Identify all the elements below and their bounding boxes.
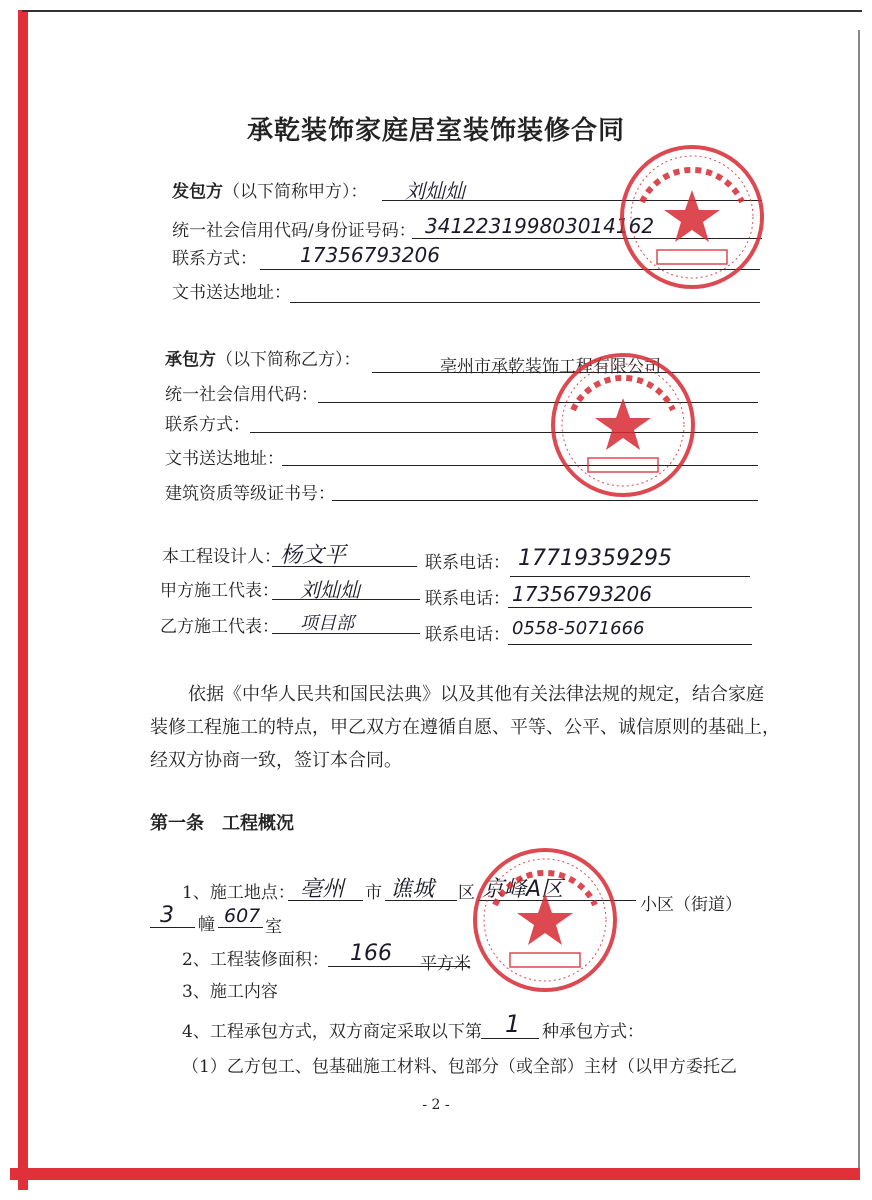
designer-phone-label: 联系电话：	[425, 553, 510, 573]
item-1-label: 1、施工地点：	[182, 883, 295, 903]
preamble-line-3: 经双方协商一致，签订本合同。	[150, 750, 402, 771]
designer-phone-line	[510, 576, 750, 577]
party-b-code-label: 统一社会信用代码：	[165, 385, 318, 405]
party-b-cert-label: 建筑资质等级证书号：	[165, 484, 335, 504]
b-rep-phone-handwritten: 0558-5071666	[512, 618, 645, 639]
city-handwritten: 亳州	[300, 877, 345, 902]
party-a-id-label: 统一社会信用代码/身份证号码：	[172, 221, 416, 241]
building-suffix: 幢	[198, 915, 215, 935]
contract-seal-1	[617, 142, 767, 292]
item-2-label: 2、工程装修面积：	[182, 950, 329, 970]
area-handwritten: 166	[350, 941, 392, 966]
city-suffix: 市	[365, 883, 382, 903]
item-4-suffix: 种承包方式：	[542, 1022, 644, 1042]
a-rep-signature: 刘灿灿	[300, 578, 360, 602]
scan-edge-top	[22, 10, 862, 12]
contract-seal-3	[470, 845, 620, 995]
party-a-id-handwritten: 341223199803014162	[425, 214, 655, 238]
item-4-line	[481, 1038, 539, 1039]
a-rep-label: 甲方施工代表：	[160, 581, 279, 601]
item-4-label: 4、工程承包方式，双方商定采取以下第	[182, 1022, 482, 1042]
community-suffix: 小区（街道）	[640, 895, 742, 915]
room-suffix: 室	[265, 917, 282, 937]
a-rep-phone-line	[508, 607, 752, 608]
b-rep-label: 乙方施工代表：	[160, 617, 279, 637]
b-rep-handwritten: 项目部	[300, 613, 354, 634]
designer-label: 本工程设计人：	[162, 547, 281, 567]
party-b-label: 承包方（以下简称乙方）：	[165, 350, 361, 370]
b-rep-phone-label: 联系电话：	[425, 625, 510, 645]
document-title: 承乾装饰家庭居室装饰装修合同	[246, 116, 625, 146]
area-unit: 平方米	[420, 954, 471, 974]
preamble-line-1: 依据《中华人民共和国民法典》以及其他有关法律法规的规定，结合家庭	[188, 684, 764, 705]
party-b-contact-label: 联系方式：	[165, 415, 250, 435]
party-a-name-handwritten: 刘灿灿	[405, 179, 465, 203]
room-handwritten: 607	[224, 905, 261, 927]
district-handwritten: 谯城	[390, 877, 435, 902]
party-a-label: 发包方（以下简称甲方）：	[172, 182, 368, 202]
room-line	[218, 927, 263, 928]
party-b-address-label: 文书送达地址：	[165, 449, 284, 469]
contract-seal-2	[548, 350, 698, 500]
a-rep-phone-handwritten: 17356793206	[512, 582, 652, 606]
district-suffix: 区	[458, 883, 475, 903]
scan-edge-red-bottom	[10, 1168, 860, 1180]
article-1-heading: 第一条 工程概况	[150, 813, 294, 834]
community-handwritten: 京峰A区	[482, 877, 564, 902]
party-a-address-line	[290, 302, 760, 303]
party-b-cert-line	[332, 500, 758, 501]
party-a-contact-label: 联系方式：	[172, 249, 257, 269]
page-number: - 2 -	[422, 1097, 450, 1113]
designer-signature: 杨文平	[280, 543, 347, 568]
scan-edge-red-left	[18, 10, 28, 1190]
preamble-line-2: 装修工程施工的特点，甲乙双方在遵循自愿、平等、公平、诚信原则的基础上，	[150, 717, 780, 738]
party-b-name: 亳州市承乾装饰工程有限公司	[440, 357, 661, 377]
item-4-option-1: （1）乙方包工、包基础施工材料、包部分（或全部）主材（以甲方委托乙	[182, 1057, 737, 1077]
party-a-contact-handwritten: 17356793206	[300, 243, 440, 267]
b-rep-phone-line	[508, 644, 752, 645]
party-a-address-label: 文书送达地址：	[172, 283, 291, 303]
building-handwritten: 3	[160, 903, 174, 928]
a-rep-phone-label: 联系电话：	[425, 589, 510, 609]
item-3-label: 3、施工内容	[182, 982, 278, 1002]
scan-edge-right	[858, 30, 860, 1180]
designer-phone-handwritten: 17719359295	[518, 546, 672, 571]
item-4-handwritten: 1	[505, 1010, 521, 1038]
